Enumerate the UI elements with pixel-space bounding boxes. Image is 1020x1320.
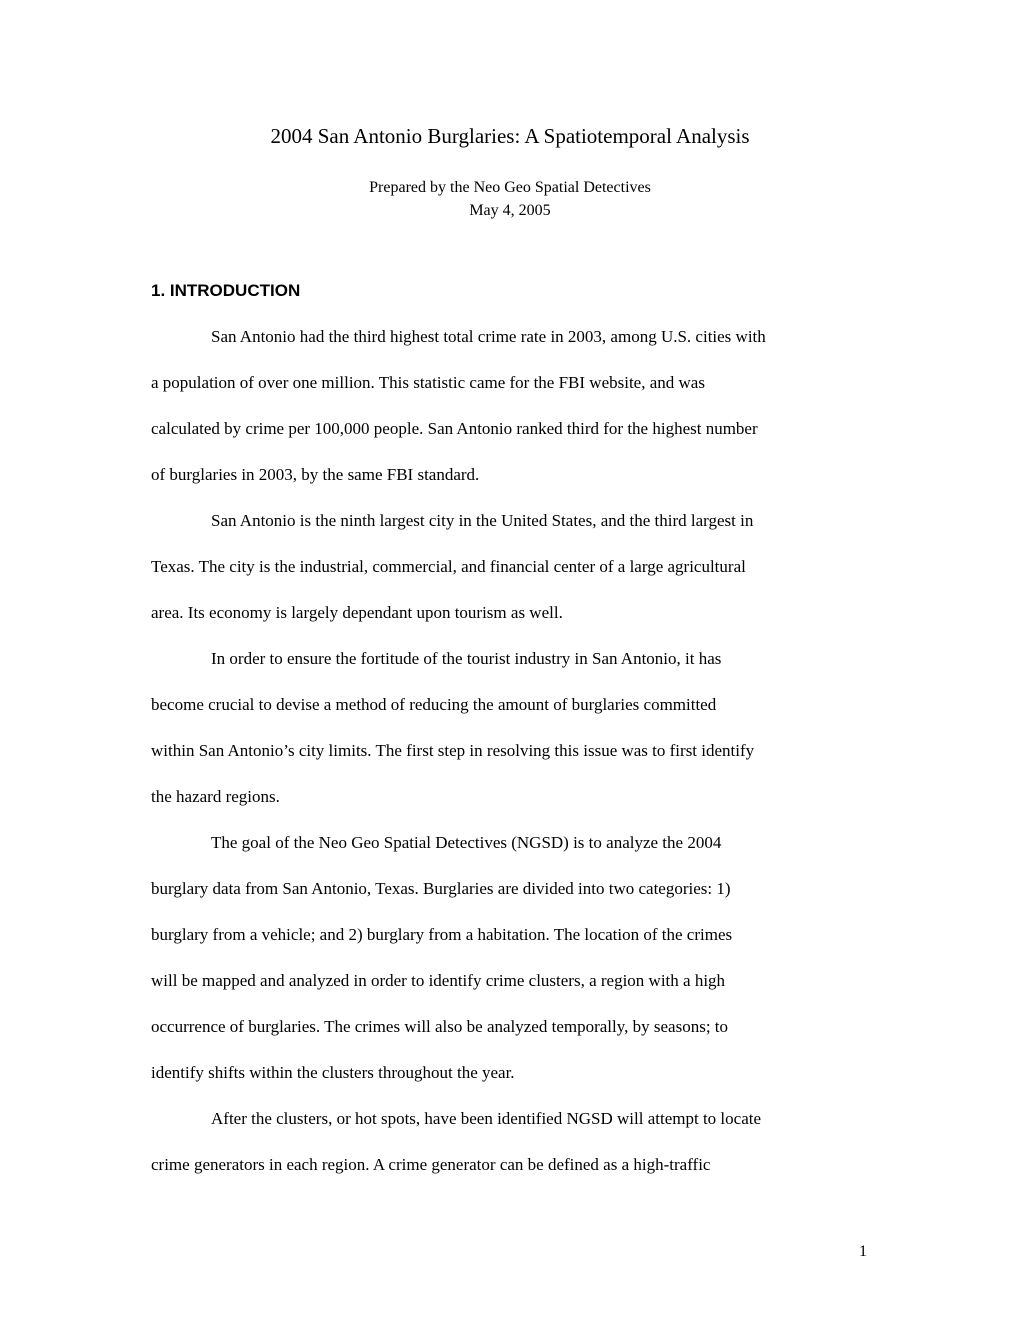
body-line: the hazard regions. xyxy=(151,787,280,806)
body-line: Texas. The city is the industrial, commercial, and financial center of a large agricultural xyxy=(151,557,746,576)
document-date: May 4, 2005 xyxy=(469,202,551,219)
section-heading: 1. INTRODUCTION xyxy=(151,281,301,300)
body-line: San Antonio is the ninth largest city in the United States, and the third largest in xyxy=(211,511,754,530)
body-line: burglary from a vehicle; and 2) burglary from a habitation. The location of the crimes xyxy=(151,925,733,944)
body-line: a population of over one million. This statistic came for the FBI website, and was xyxy=(151,373,705,392)
body-line: burglary data from San Antonio, Texas. Burglaries are divided into two categories: 1) xyxy=(151,879,731,898)
page-number: 1 xyxy=(859,1243,867,1260)
body-line: San Antonio had the third highest total crime rate in 2003, among U.S. cities with xyxy=(211,327,766,346)
body-line: of burglaries in 2003, by the same FBI standard. xyxy=(151,465,480,484)
body-line: The goal of the Neo Geo Spatial Detectives (NGSD) is to analyze the 2004 xyxy=(211,833,722,852)
body-line: will be mapped and analyzed in order to identify crime clusters, a region with a high xyxy=(151,971,726,990)
body-line: After the clusters, or hot spots, have been identified NGSD will attempt to locate xyxy=(211,1109,762,1128)
body-line: occurrence of burglaries. The crimes will also be analyzed temporally, by seasons; to xyxy=(151,1017,729,1036)
body-line: area. Its economy is largely dependant upon tourism as well. xyxy=(151,603,563,622)
body-line: crime generators in each region. A crime generator can be defined as a high-traffic xyxy=(151,1155,711,1174)
prepared-by: Prepared by the Neo Geo Spatial Detectives xyxy=(369,179,651,196)
document-title: 2004 San Antonio Burglaries: A Spatiotemporal Analysis xyxy=(270,124,750,148)
body-line: calculated by crime per 100,000 people. San Antonio ranked third for the highest number xyxy=(151,419,758,438)
body-line: become crucial to devise a method of reducing the amount of burglaries committed xyxy=(151,695,717,714)
body-line: identify shifts within the clusters throughout the year. xyxy=(151,1063,515,1082)
body-line: within San Antonio’s city limits. The first step in resolving this issue was to first identify xyxy=(151,741,755,760)
body-line: In order to ensure the fortitude of the tourist industry in San Antonio, it has xyxy=(211,649,722,668)
